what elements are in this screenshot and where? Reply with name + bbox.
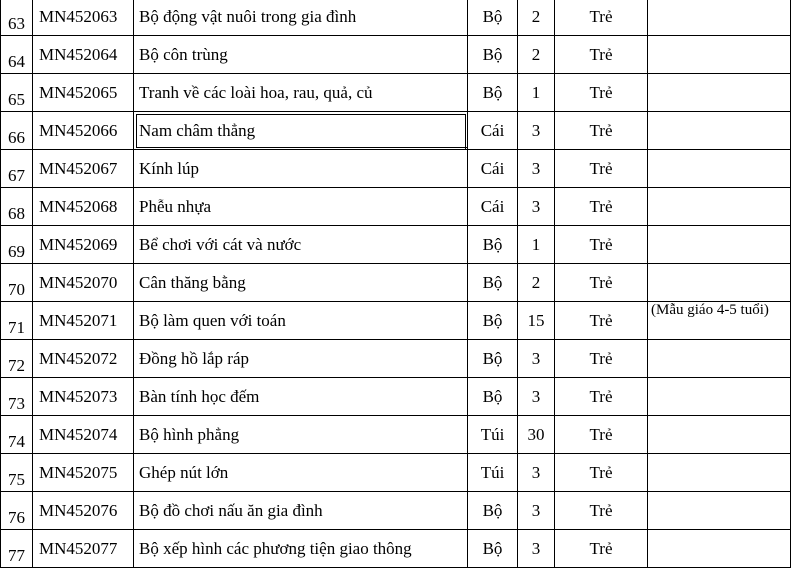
cell-name[interactable]: Bộ xếp hình các phương tiện giao thông (134, 530, 468, 568)
cell-unit[interactable]: Bộ (468, 378, 518, 416)
cell-code[interactable]: MN452071 (33, 302, 134, 340)
cell-unit[interactable]: Bộ (468, 0, 518, 36)
table-row (1, 188, 791, 226)
cell-stt[interactable]: 77 (1, 530, 33, 568)
cell-note[interactable] (648, 112, 791, 150)
cell-name[interactable]: Bộ làm quen với toán (134, 302, 468, 340)
cell-unit[interactable]: Túi (468, 416, 518, 454)
cell-user[interactable]: Trẻ (555, 302, 648, 340)
table-row (1, 264, 791, 302)
table-row (1, 74, 791, 112)
cell-name[interactable]: Phễu nhựa (134, 188, 468, 226)
cell-note[interactable] (648, 492, 791, 530)
cell-user[interactable]: Trẻ (555, 492, 648, 530)
cell-name[interactable]: Cân thăng bằng (134, 264, 468, 302)
cell-name[interactable]: Bàn tính học đếm (134, 378, 468, 416)
cell-unit[interactable]: Bộ (468, 302, 518, 340)
table-row (1, 226, 791, 264)
cell-unit[interactable]: Bộ (468, 264, 518, 302)
cell-note[interactable] (648, 188, 791, 226)
cell-code[interactable]: MN452073 (33, 378, 134, 416)
cell-note[interactable]: (Mẫu giáo 4-5 tuổi) (648, 302, 791, 340)
cell-stt[interactable]: 66 (1, 112, 33, 150)
cell-qty[interactable]: 15 (518, 302, 555, 340)
cell-qty[interactable]: 3 (518, 378, 555, 416)
table-row (1, 416, 791, 454)
cell-name[interactable]: Bộ động vật nuôi trong gia đình (134, 0, 468, 36)
table-row (1, 378, 791, 416)
cell-name[interactable]: Bộ hình phẳng (134, 416, 468, 454)
cell-user[interactable]: Trẻ (555, 0, 648, 36)
cell-stt[interactable]: 73 (1, 378, 33, 416)
cell-stt[interactable]: 74 (1, 416, 33, 454)
table-row (1, 492, 791, 530)
cell-code[interactable]: MN452072 (33, 340, 134, 378)
cell-code[interactable]: MN452075 (33, 454, 134, 492)
cell-code[interactable]: MN452069 (33, 226, 134, 264)
cell-user[interactable]: Trẻ (555, 36, 648, 74)
cell-user[interactable]: Trẻ (555, 454, 648, 492)
cell-unit[interactable]: Túi (468, 454, 518, 492)
cell-stt[interactable]: 67 (1, 150, 33, 188)
cell-stt[interactable]: 64 (1, 36, 33, 74)
cell-unit[interactable]: Cái (468, 188, 518, 226)
cell-unit[interactable]: Bộ (468, 530, 518, 568)
cell-unit[interactable]: Cái (468, 150, 518, 188)
cell-unit[interactable]: Bộ (468, 74, 518, 112)
selected-cell[interactable]: Nam châm thẳng (134, 112, 468, 150)
cell-note[interactable] (648, 0, 791, 36)
cell-stt[interactable]: 70 (1, 264, 33, 302)
table-row (1, 454, 791, 492)
cell-code[interactable]: MN452070 (33, 264, 134, 302)
cell-note[interactable] (648, 416, 791, 454)
cell-qty[interactable]: 3 (518, 112, 555, 150)
cell-stt[interactable]: 68 (1, 188, 33, 226)
cell-qty[interactable]: 3 (518, 340, 555, 378)
cell-name[interactable]: Bộ côn trùng (134, 36, 468, 74)
cell-unit[interactable]: Bộ (468, 226, 518, 264)
cell-note[interactable] (648, 74, 791, 112)
cell-name[interactable]: Ghép nút lớn (134, 454, 468, 492)
cell-code[interactable]: MN452074 (33, 416, 134, 454)
cell-stt[interactable]: 76 (1, 492, 33, 530)
cell-code[interactable]: MN452066 (33, 112, 134, 150)
cell-user[interactable]: Trẻ (555, 530, 648, 568)
cell-note[interactable] (648, 530, 791, 568)
cell-qty[interactable]: 3 (518, 188, 555, 226)
cell-qty[interactable]: 2 (518, 36, 555, 74)
cell-stt[interactable]: 63 (1, 0, 33, 36)
table-row (1, 340, 791, 378)
cell-user[interactable]: Trẻ (555, 340, 648, 378)
table-row (1, 36, 791, 74)
cell-unit[interactable]: Cái (468, 112, 518, 150)
cell-code[interactable]: MN452076 (33, 492, 134, 530)
cell-note[interactable] (648, 150, 791, 188)
cell-name[interactable]: Tranh về các loài hoa, rau, quả, củ (134, 74, 468, 112)
cell-note[interactable] (648, 454, 791, 492)
cell-unit[interactable]: Bộ (468, 340, 518, 378)
cell-qty[interactable]: 3 (518, 530, 555, 568)
cell-note[interactable] (648, 226, 791, 264)
cell-qty[interactable]: 2 (518, 264, 555, 302)
cell-user[interactable]: Trẻ (555, 264, 648, 302)
cell-user[interactable]: Trẻ (555, 74, 648, 112)
cell-note[interactable] (648, 340, 791, 378)
cell-stt[interactable]: 75 (1, 454, 33, 492)
cell-name[interactable]: Bể chơi với cát và nước (134, 226, 468, 264)
cell-qty[interactable]: 30 (518, 416, 555, 454)
cell-code[interactable]: MN452077 (33, 530, 134, 568)
cell-qty[interactable]: 2 (518, 0, 555, 36)
cell-code[interactable]: MN452068 (33, 188, 134, 226)
cell-qty[interactable]: 3 (518, 150, 555, 188)
cell-user[interactable]: Trẻ (555, 416, 648, 454)
cell-code[interactable]: MN452064 (33, 36, 134, 74)
cell-code[interactable]: MN452067 (33, 150, 134, 188)
cell-name[interactable]: Bộ đồ chơi nấu ăn gia đình (134, 492, 468, 530)
cell-user[interactable]: Trẻ (555, 112, 648, 150)
cell-user[interactable]: Trẻ (555, 378, 648, 416)
cell-qty[interactable]: 1 (518, 74, 555, 112)
table-row (1, 530, 791, 568)
table-row (1, 302, 791, 340)
fill-handle[interactable] (465, 147, 468, 150)
cell-note[interactable] (648, 378, 791, 416)
cell-code[interactable]: MN452065 (33, 74, 134, 112)
cell-qty[interactable]: 1 (518, 226, 555, 264)
cell-stt[interactable]: 65 (1, 74, 33, 112)
cell-unit[interactable]: Bộ (468, 36, 518, 74)
cell-name[interactable]: Đồng hồ lắp ráp (134, 340, 468, 378)
cell-stt[interactable]: 71 (1, 302, 33, 340)
cell-unit[interactable]: Bộ (468, 492, 518, 530)
cell-code[interactable]: MN452063 (33, 0, 134, 36)
table-row (1, 112, 791, 150)
cell-name[interactable]: Kính lúp (134, 150, 468, 188)
cell-qty[interactable]: 3 (518, 492, 555, 530)
cell-user[interactable]: Trẻ (555, 226, 648, 264)
table-row (1, 0, 791, 36)
table-row (1, 150, 791, 188)
cell-note[interactable] (648, 36, 791, 74)
cell-user[interactable]: Trẻ (555, 188, 648, 226)
cell-note[interactable] (648, 264, 791, 302)
cell-stt[interactable]: 72 (1, 340, 33, 378)
cell-stt[interactable]: 69 (1, 226, 33, 264)
cell-qty[interactable]: 3 (518, 454, 555, 492)
cell-user[interactable]: Trẻ (555, 150, 648, 188)
